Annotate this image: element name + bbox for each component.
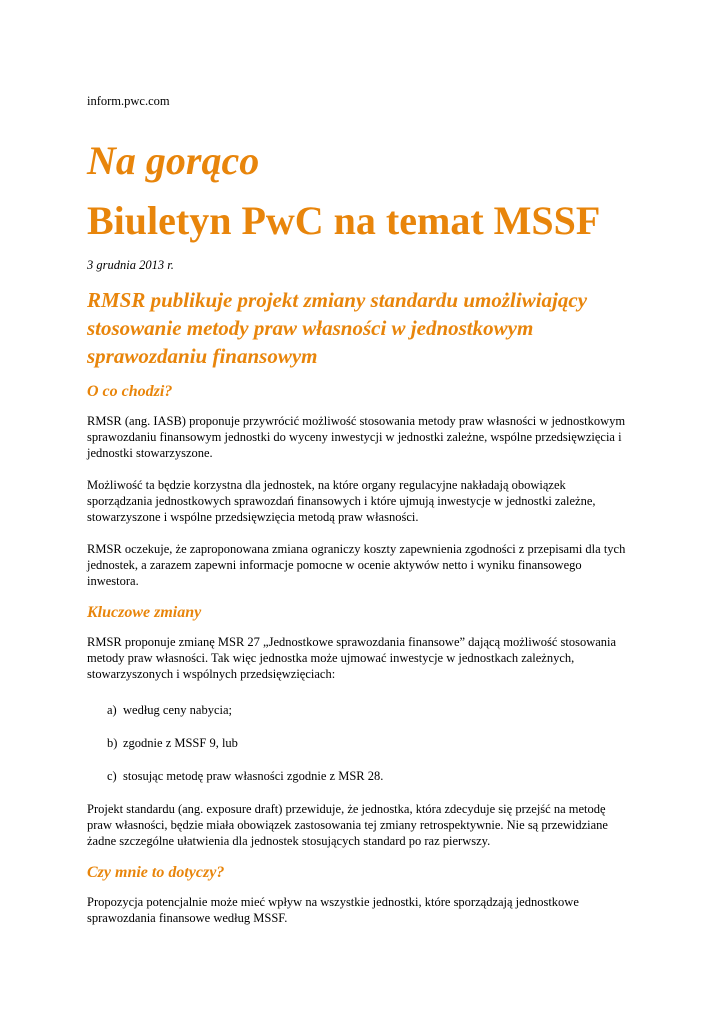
site-url: inform.pwc.com [87, 94, 170, 108]
list-item-text: według ceny nabycia; [123, 703, 232, 717]
paragraph: RMSR oczekuje, że zaproponowana zmiana ograniczy koszty zapewnienia zgodności z przepisami dla tych jednostek, a zarazem zapewni informacje pomocne w ocenie aktywów netto i wyniku finansowego inwestora. [87, 542, 626, 588]
paragraph: Propozycja potencjalnie może mieć wpływ na wszystkie jednostki, które sporządzają jednostkowe sprawozdania finansowe według MSSF. [87, 895, 579, 925]
paragraph: Projekt standardu (ang. exposure draft) przewiduje, że jednostka, która zdecyduje się przejść na metodę praw własności, będzie miała obowiązek zastosowania tej zmiany retrospektywnie. Nie są przewidziane żadne szczególne ułatwienia dla jednostek stosujących standard po raz pierwszy. [87, 802, 608, 848]
paragraph: RMSR proponuje zmianę MSR 27 „Jednostkowe sprawozdania finansowe” dającą możliwość stosowania metody praw własności. Tak więc jednostka może ujmować inwestycje w jednostkach zależnych, stowarzyszonych i wspólnych przedsięwzięciach: [87, 635, 617, 681]
options-list [87, 702, 647, 784]
title-na-goraco: Na gorąco [87, 138, 260, 183]
list-item [87, 735, 647, 751]
paragraph: RMSR (ang. IASB) proponuje przywrócić możliwość stosowania metody praw własności w jednostkowym sprawozdaniu finansowym jednostki do wyceny inwestycji w jednostki zależne, wspólne przedsięwzięcia i jednostki stowarzyszone. [87, 414, 626, 460]
list-item-text: stosując metodę praw własności zgodnie z MSR 28. [123, 769, 384, 783]
list-marker: a) [107, 703, 117, 717]
list-item-text: zgodnie z MSSF 9, lub [123, 736, 238, 750]
list-marker: b) [107, 736, 118, 750]
list-item [87, 768, 647, 784]
document-page [87, 93, 647, 926]
paragraph: Możliwość ta będzie korzystna dla jednostek, na które organy regulacyjne nakładają obowiązek sporządzania jednostkowych sprawozdań finansowych i które ujmują inwestycje w jednostki zależne, stowarzyszone i wspólne przedsięwzięcia metodą praw własności. [87, 478, 596, 524]
publication-date: 3 grudnia 2013 r. [87, 258, 174, 272]
section-heading-czy-mnie-to-dotyczy: Czy mnie to dotyczy? [87, 864, 225, 881]
title-biuletyn: Biuletyn PwC na temat MSSF [87, 198, 601, 243]
section-heading-kluczowe-zmiany: Kluczowe zmiany [87, 604, 202, 621]
article-headline: RMSR publikuje projekt zmiany standardu umożliwiający stosowanie metody praw własności w jednostkowym sprawozdaniu finansowym [87, 288, 588, 368]
section-heading-o-co-chodzi: O co chodzi? [87, 383, 173, 400]
list-item [87, 702, 647, 718]
list-marker: c) [107, 769, 117, 783]
